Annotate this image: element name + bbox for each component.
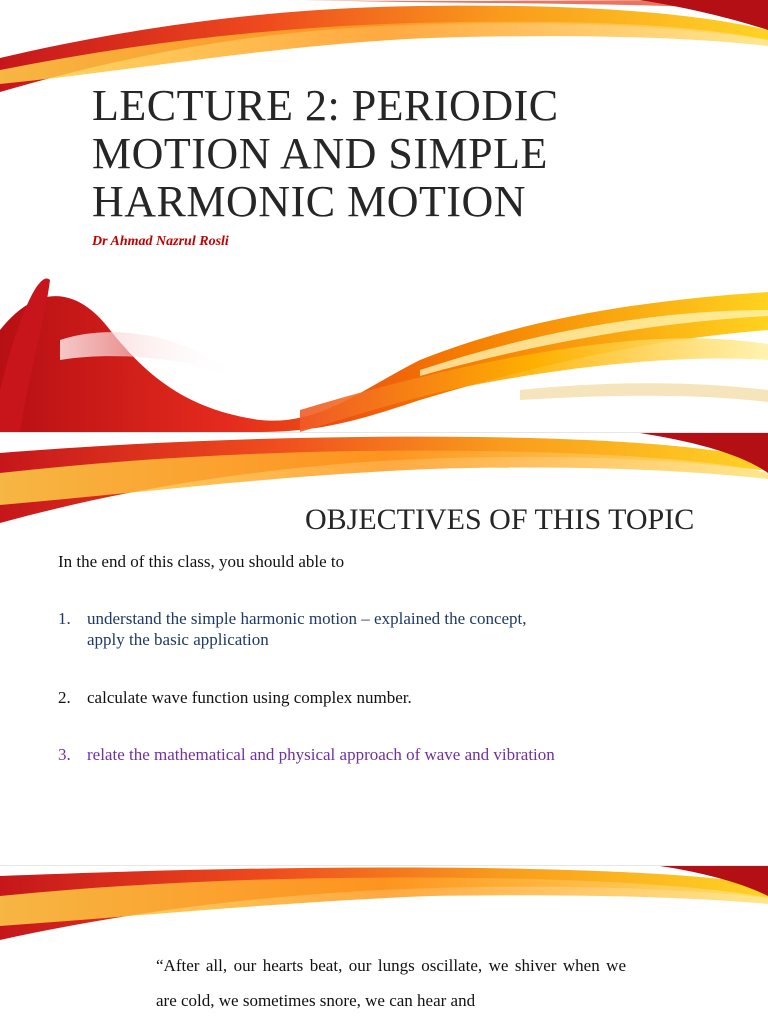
title-slide: [0, 0, 768, 432]
objective-item-2: [58, 687, 558, 708]
lecture-title: LECTURE 2: PERIODIC MOTION AND SIMPLE HARMONIC MOTION: [92, 81, 559, 226]
objective-number: 1.: [58, 609, 71, 628]
objective-item-3: [58, 744, 558, 765]
bottom-swoosh-graphic: [0, 270, 768, 432]
author-name: Dr Ahmad Nazrul Rosli: [92, 234, 229, 249]
objective-item-1: [58, 608, 558, 650]
objective-text: calculate wave function using complex number.: [87, 688, 412, 707]
objectives-intro: In the end of this class, you should able to: [58, 552, 345, 571]
objective-number: 3.: [58, 745, 71, 764]
quote-slide: [0, 865, 768, 1025]
top-swoosh-graphic: [0, 866, 768, 946]
objectives-slide: [0, 432, 768, 866]
quote-text: “After all, our hearts beat, our lungs oscillate, we shiver when we are cold, we sometimes snore, we can hear and: [156, 956, 626, 1010]
objectives-title: OBJECTIVES OF THIS TOPIC: [305, 503, 695, 536]
objective-number: 2.: [58, 688, 71, 707]
objective-text: relate the mathematical and physical approach of wave and vibration: [87, 745, 555, 764]
objective-text: understand the simple harmonic motion – explained the concept, apply the basic application: [87, 609, 527, 649]
